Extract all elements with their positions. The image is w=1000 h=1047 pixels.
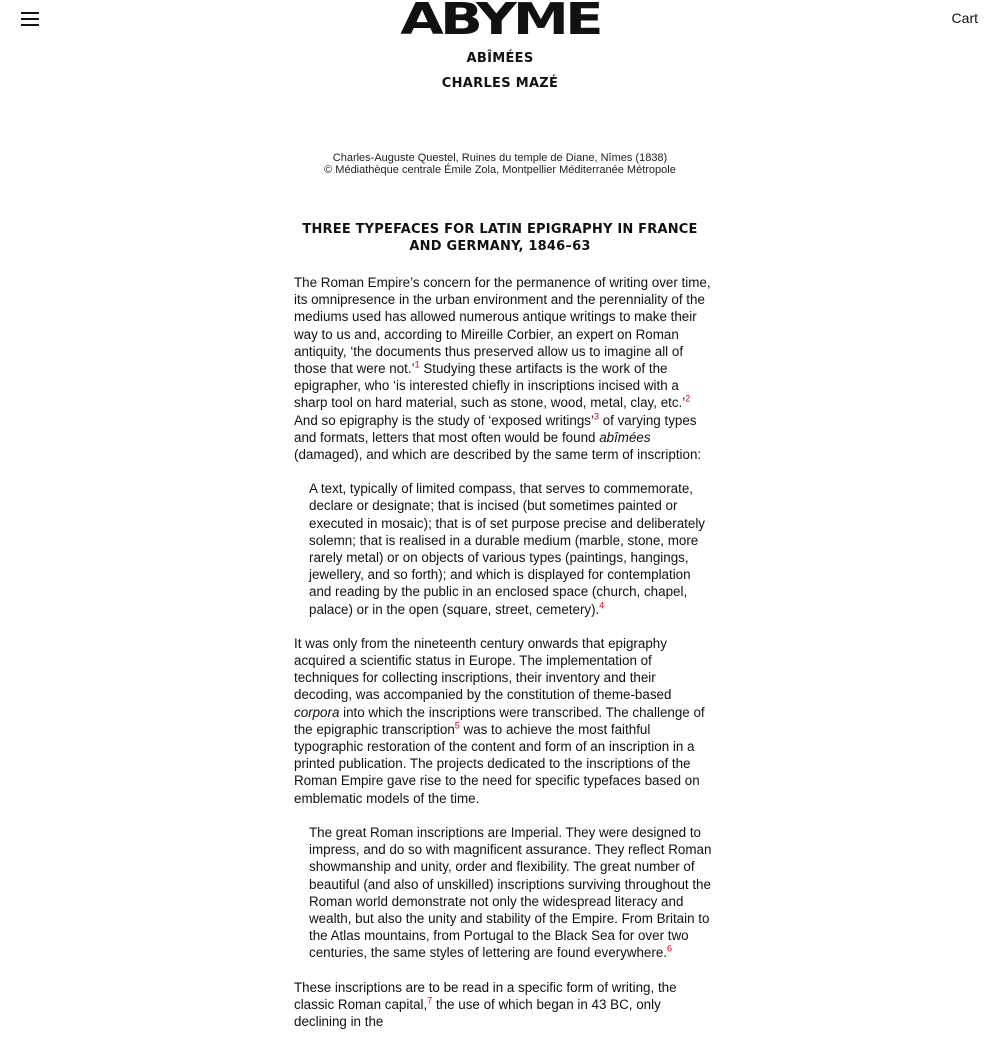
paragraph-text: into which the inscriptions were transcribed. The challenge of the epigraphic transcription (294, 704, 705, 737)
paragraph-text: the use of which began in 43 BC, only declining in the (294, 996, 661, 1029)
cart-link[interactable]: Cart (951, 10, 978, 26)
footnote-link[interactable]: 1 (414, 359, 420, 370)
emphasis: corpora (294, 704, 340, 720)
site-logo[interactable]: ABYME (400, 0, 600, 45)
paragraph (294, 979, 712, 1031)
paragraph-text: of varying types and formats, letters that most often would be found (294, 412, 697, 445)
book-title: ABÎMÉES (466, 51, 534, 66)
paragraph-text: Studying these artifacts is the work of the epigrapher, who ‘is interested chiefly in inscriptions incised with a sharp tool on hard material, such as stone, wood, metal, clay, etc.’ (294, 361, 686, 411)
book-author: CHARLES MAZÉ (441, 76, 559, 91)
footnote-link[interactable]: 3 (593, 411, 599, 422)
footnote-link[interactable]: 2 (685, 393, 691, 404)
block-quote (309, 824, 712, 962)
paragraph (294, 635, 712, 807)
footnote-link[interactable]: 6 (667, 943, 673, 954)
footnote-link[interactable]: 5 (454, 720, 460, 731)
quote-text: The great Roman inscriptions are Imperial. They were designed to impress, and do so with magnificent assurance. They reflect Roman showmanship and unity, order and flexibility. The great number of beautiful (and also of unskilled) inscriptions surviving throughout the Roman world demonstrate not only the widespread literacy and wealth, but also the unity and stability of the Empire. From Britain to the Atlas mountains, from Portugal to the Black Sea for over two centuries, the same styles of lettering are found everywhere. (309, 824, 712, 961)
paragraph-text: And so epigraphy is the study of ‘exposed writings’ (294, 412, 594, 428)
emphasis: abîmées (599, 429, 651, 445)
caption-line: Charles-Auguste Questel, Ruines du temple de Diane, Nîmes (1838) (332, 152, 668, 164)
quote-text: A text, typically of limited compass, that serves to commemorate, declare or designate; that is incised (but sometimes painted or executed in mosaic); that is of set purpose precise and deliberately solemn; that is realised in a durable medium (marble, stone, more rarely metal) or on objects of various types (paintings, hangings, jewellery, and so forth); and which is displayed for contemplation and reading by the public in an enclosed space (church, chapel, palace) or in the open (square, street, cemetery). (309, 481, 705, 617)
essay-title: THREE TYPEFACES FOR LATIN EPIGRAPHY IN FRANCE AND GERMANY, 1846–63 (302, 222, 698, 254)
paragraph-text: These inscriptions are to be read in a specific form of writing, the classic Roman capital, (294, 979, 677, 1012)
caption-credit: © Médiathèque centrale Émile Zola, Montpellier Méditerranée Métropole (324, 164, 676, 176)
paragraph-text: The Roman Empire’s concern for the permanence of writing over time, its omnipresence in the urban environment and the perenniality of the mediums used has allowed numerous antique writings to make their way to us and, according to Mireille Corbier, an expert on Roman antiquity, ‘the documents thus preserved allow us to imagine all of those that were not.’ (294, 275, 711, 377)
article-body (294, 274, 712, 1047)
footnote-link[interactable]: 4 (599, 600, 605, 611)
footnote-link[interactable]: 7 (427, 995, 433, 1006)
paragraph-text: was to achieve the most faithful typographic restoration of the content and form of an inscription in a printed publication. The projects dedicated to the inscriptions of the Roman Empire gave rise to the need for specific typefaces based on emblematic models of the time. (294, 721, 700, 806)
paragraph-text: (damaged), and which are described by the same term of inscription: (294, 447, 702, 463)
paragraph (294, 274, 712, 463)
block-quote (309, 480, 712, 618)
image-caption (0, 152, 1000, 176)
paragraph-text: It was only from the nineteenth century onwards that epigraphy acquired a scientific status in Europe. The implementation of techniques for collecting inscriptions, their inventory and their decoding, was accompanied by the constitution of theme-based (294, 635, 672, 703)
